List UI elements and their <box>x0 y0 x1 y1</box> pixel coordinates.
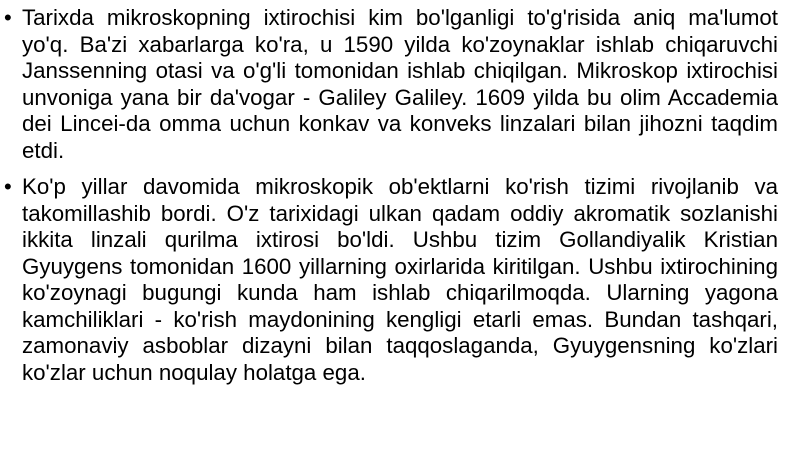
bullet-marker: • <box>4 174 12 199</box>
bullet-marker: • <box>4 5 12 30</box>
bullet-list <box>0 5 800 396</box>
bullet-item-history <box>0 5 800 164</box>
bullet-text-development: Ko'p yillar davomida mikroskopik ob'ektlarni ko'rish tizimi rivojlanib va takomillashib bordi. O'z tarixidagi ulkan qadam oddiy akromatik sozlanishi ikkita linzali qurilma ixtirosi bo'ldi. Ushbu tizim Gollandiyalik Kristian Gyuygens tomonidan 1600 yillarning oxirlarida kiritilgan. Ushbu ixtirochining ko'zoynagi bugungi kunda ham ishlab chiqarilmoqda. Ularning yagona kamchiliklari - ko'rish maydonining kengligi etarli emas. Bundan tashqari, zamonaviy asboblar dizayni bilan taqqoslaganda, Gyuygensning ko'zlari ko'zlar uchun noqulay holatga ega. <box>22 174 778 385</box>
bullet-text-history: Tarixda mikroskopning ixtirochisi kim bo'lganligi to'g'risida aniq ma'lumot yo'q. Ba'zi xabarlarga ko'ra, u 1590 yilda ko'zoynaklar ishlab chiqaruvchi Janssenning otasi va o'g'li tomonidan ishlab chiqilgan. Mikroskop ixtirochisi unvoniga yana bir da'vogar - Galiley Galiley. 1609 yilda bu olim Accademia dei Lincei-da omma uchun konkav va konveks linzalari bilan jihozni taqdim etdi. <box>22 5 778 163</box>
bullet-item-development <box>0 174 800 386</box>
